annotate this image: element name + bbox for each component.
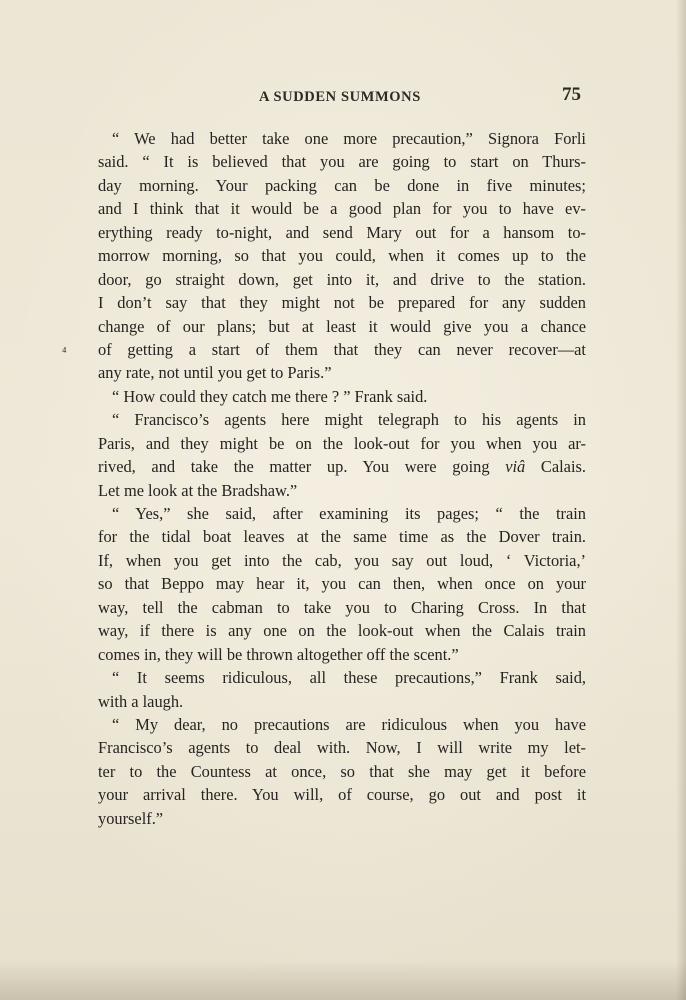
text-line-segment: Calais. — [540, 457, 586, 477]
text-line: so that Beppo may hear it, you can then, when once on your — [98, 574, 586, 594]
page-edge-shadow-bottom — [0, 960, 686, 1000]
text-line: morrow morning, so that you could, when it comes up to the — [98, 246, 586, 266]
text-line: ter to the Countess at once, so that she may get it before — [98, 761, 586, 781]
text-line: day morning. Your packing can be done in five minutes; — [98, 175, 586, 195]
running-head-title: A SUDDEN SUMMONS — [259, 89, 421, 105]
text-line: “ We had better take one more precaution,” Signora Forli — [112, 129, 586, 148]
margin-mark: ⁴ — [62, 344, 67, 359]
text-line: comes in, they will be thrown altogether off the scent.” — [98, 644, 459, 664]
text-line: “ How could they catch me there ? ” Frank said. — [112, 386, 428, 406]
text-line: erything ready to-night, and send Mary out for a hansom to- — [98, 222, 586, 242]
text-line: yourself.” — [98, 808, 164, 828]
text-line: said. “ It is believed that you are going to start on Thurs- — [98, 152, 586, 172]
text-line: way, if there is any one on the look-out when the Calais train — [98, 621, 586, 641]
page-number: 75 — [562, 84, 581, 105]
text-line: If, when you get into the cab, you say out loud, ‘ Victoria,’ — [98, 550, 586, 570]
text-line: of getting a start of them that they can never recover—at — [98, 339, 586, 359]
text-line: door, go straight down, get into it, and drive to the station. — [98, 269, 586, 289]
text-line-segment: rived, and take the matter up. You were going — [98, 457, 490, 477]
text-line: “ Yes,” she said, after examining its pages; “ the train — [112, 504, 586, 523]
text-line: “ Francisco’s agents here might telegraph to his agents in — [112, 410, 586, 430]
text-line: Let me look at the Bradshaw.” — [98, 480, 298, 500]
text-line: Francisco’s agents to deal with. Now, I will write my let- — [98, 738, 586, 758]
page-edge-shadow-right — [676, 0, 686, 1000]
text-line: any rate, not until you get to Paris.” — [98, 363, 332, 383]
text-line: “ It seems ridiculous, all these precautions,” Frank said, — [112, 668, 586, 688]
text-line: I don’t say that they might not be prepared for any sudden — [98, 293, 586, 313]
text-line: and I think that it would be a good plan for you to have ev- — [98, 199, 586, 219]
text-line: Paris, and they might be on the look-out for you when you ar- — [98, 433, 586, 453]
text-line: for the tidal boat leaves at the same time as the Dover train. — [98, 527, 586, 547]
text-line — [98, 455, 586, 478]
text-line: “ My dear, no precautions are ridiculous when you have — [112, 714, 586, 734]
text-line: change of our plans; but at least it would give you a chance — [98, 316, 586, 336]
body-text — [98, 127, 586, 830]
italic-word: viâ — [505, 457, 526, 477]
text-line: your arrival there. You will, of course, go out and post it — [98, 785, 586, 805]
text-line: way, tell the cabman to take you to Charing Cross. In that — [98, 597, 586, 617]
text-line: with a laugh. — [98, 691, 184, 711]
